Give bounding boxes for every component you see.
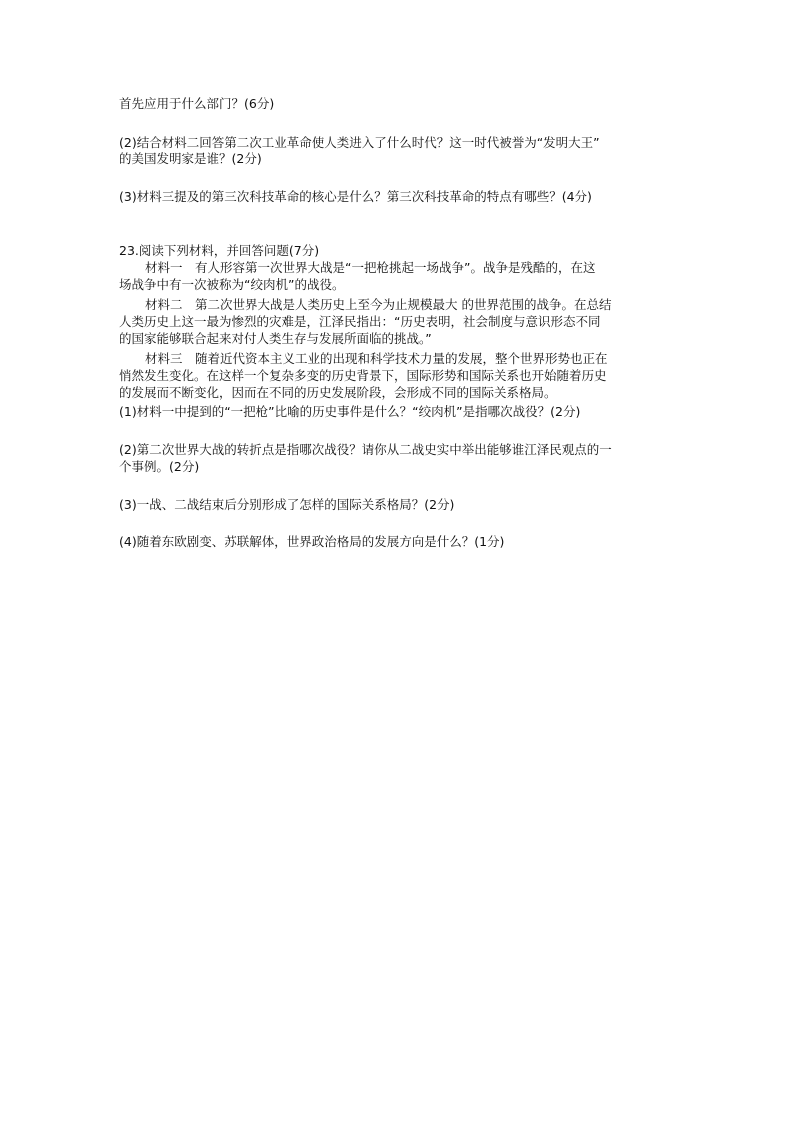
prev-question-2-line-1: (2)结合材料二回答第二次工业革命使人类进入了什么时代？这一时代被誉为“发明大王” <box>119 135 600 150</box>
sub-question-1: (1)材料一中提到的“一把枪”比喻的历史事件是什么？“绞肉机”是指哪次战役？(2分) <box>119 404 581 419</box>
sub-question-2-line-1: (2)第二次世界大战的转折点是指哪次战役？请你从二战史实中举出能够谁江泽民观点的一 <box>119 442 612 457</box>
material-3-line-1: 材料三 随着近代资本主义工业的出现和科学技术力量的发展，整个世界形势也正在 <box>145 351 608 366</box>
material-2-line-2: 人类历史上这一最为惨烈的灾难是，江泽民指出：“历史表明，社会制度与意识形态不同 <box>119 314 601 329</box>
sub-question-4: (4)随着东欧剧变、苏联解体，世界政治格局的发展方向是什么？(1分) <box>119 534 505 549</box>
prev-question-2-line-2: 的美国发明家是谁？(2分) <box>119 151 262 166</box>
sub-question-2-line-2: 个事例。(2分) <box>119 459 200 474</box>
material-1-line-1: 材料一 有人形容第一次世界大战是“一把枪挑起一场战争”。战争是残酷的，在这 <box>145 260 596 275</box>
sub-question-3: (3)一战、二战结束后分别形成了怎样的国际关系格局？(2分) <box>119 497 455 512</box>
material-1-line-2: 场战争中有一次被称为“绞肉机”的战役。 <box>119 277 345 292</box>
question-23-header: 23.阅读下列材料，并回答问题(7分) <box>119 243 320 258</box>
prev-question-3: (3)材料三提及的第三次科技革命的核心是什么？第三次科技革命的特点有哪些？(4分) <box>119 189 592 204</box>
prev-question-1-tail: 首先应用于什么部门？(6分) <box>119 96 275 111</box>
material-3-line-3: 的发展而不断变化，因而在不同的历史发展阶段，会形成不同的国际关系格局。 <box>119 385 557 400</box>
material-2-line-3: 的国家能够联合起来对付人类生存与发展所面临的挑战。” <box>119 331 432 346</box>
material-2-line-1: 材料二 第二次世界大战是人类历史上至今为止规模最大 的世界范围的战争。在总结 <box>145 297 612 312</box>
material-3-line-2: 悄然发生变化。在这样一个复杂多变的历史背景下，国际形势和国际关系也开始随着历史 <box>119 368 607 383</box>
